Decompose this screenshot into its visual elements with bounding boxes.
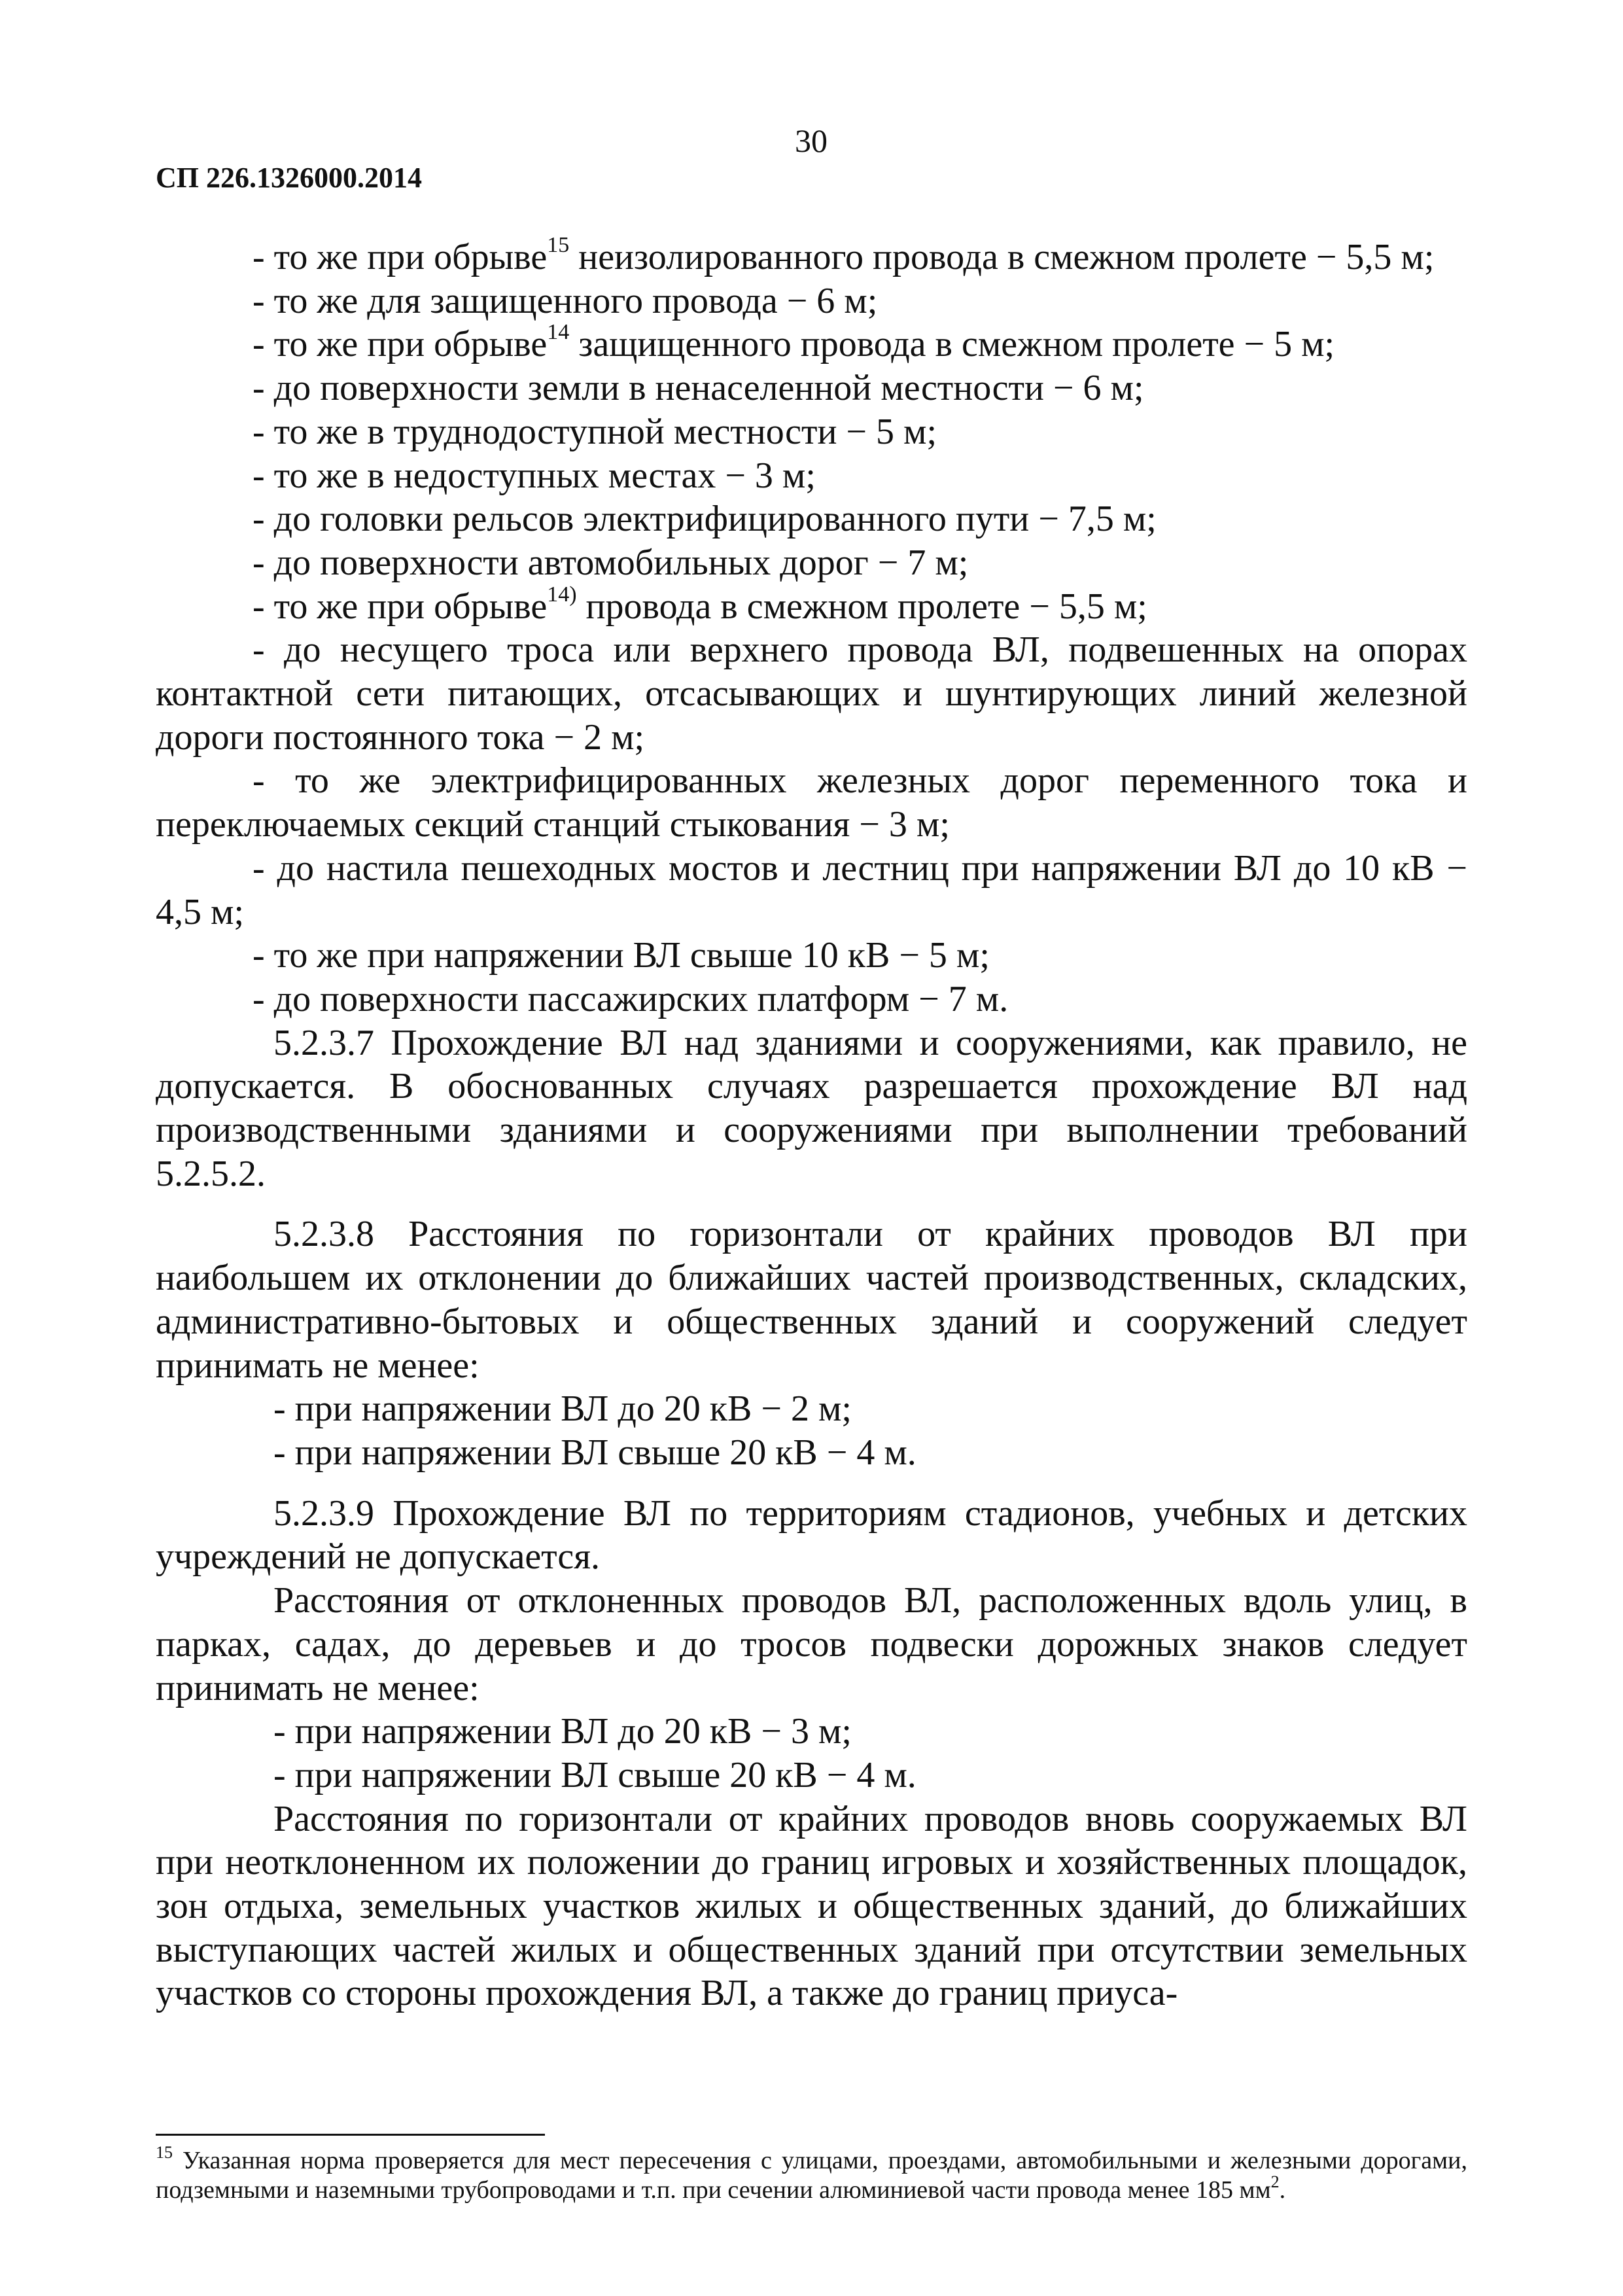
list-item: - до поверхности земли в ненаселенной местности − 6 м; [253,368,1144,409]
list-item: - то же при обрыве$^{15}$ неизолированного провода в смежном пролете − 5,5 м; [253,233,1435,277]
footnote: $^{15}$ Указанная норма проверяется для мест пересечения с улицами, проездами, автомобильными и железными дорогами, подземными и наземными трубопроводами и т.п. при сечении алюминиевой части провода менее 185 $мм^2$. [156,2143,1467,2204]
footnote-separator [156,2134,545,2136]
footnote-ref[interactable]: 14) [547,582,577,607]
paragraph: Расстояния по горизонтали от крайних проводов вновь сооружаемых ВЛ при неотклоненном их положении до границ игровых и хозяйственных площадок, зон отдыха, земельных участков жилых и общественных зданий, до ближайших выступающих частей жилых и общественных зданий при отсутствии земельных участков со стороны прохождения ВЛ, а также до границ приуса- [156,1798,1467,2014]
list-item: - при напряжении ВЛ до 20 кВ − 3 м; [273,1711,852,1752]
list-item: - то же в труднодоступной местности − 5 м; [253,411,937,452]
list-item: - то же в недоступных местах − 3 м; [253,455,816,496]
list-item: - до поверхности пассажирских платформ − 7 м. [253,978,1009,1019]
clause-5-2-3-9: 5.2.3.9 Прохождение ВЛ по территориям стадионов, учебных и детских учреждений не допускается. [156,1492,1467,1578]
list-item: - при напряжении ВЛ свыше 20 кВ − 4 м. [273,1754,916,1795]
list-item: - до головки рельсов электрифицированного пути − 7,5 м; [253,499,1157,540]
list-item: - до настила пешеходных мостов и лестниц при напряжении ВЛ до 10 кВ − 4,5 м; [156,847,1467,932]
footnote-ref[interactable]: 14 [547,320,570,345]
list-item: - до поверхности автомобильных дорог − 7 м; [253,542,969,583]
list-item: - то же при напряжении ВЛ свыше 10 кВ − 5 м; [253,935,990,976]
list-item: - то же при обрыве$^{14}$ защищенного провода в смежном пролете − 5 м; [253,320,1335,365]
list-item: - то же электрифицированных железных дорог переменного тока и переключаемых секций станций стыкования − 3 м; [156,760,1467,845]
clause-5-2-3-7: 5.2.3.7 Прохождение ВЛ над зданиями и сооружениями, как правило, не допускается. В обоснованных случаях разрешается прохождение ВЛ над производственными зданиями и сооружениями при выполнении требований 5.2.5.2. [156,1022,1467,1194]
list-item: - до несущего троса или верхнего провода ВЛ, подвешенных на опорах контактной сети питающих, отсасывающих и шунтирующих линий железной дороги постоянного тока − 2 м; [156,629,1467,758]
footnote-text: Указанная норма проверяется для мест пересечения с улицами, проездами, автомобильными и железными дорогами, подземными и наземными трубопроводами и т.п. при сечении алюминиевой части провода менее 185 мм [156,2147,1467,2204]
unit-superscript: 2 [1270,2172,1280,2191]
list-item: - при напряжении ВЛ свыше 20 кВ − 4 м. [273,1432,916,1473]
list-item: - то же при обрыве$^{14)}$ провода в смежном пролете − 5,5 м; [253,582,1147,627]
page-number: 30 [795,122,828,159]
document-code: СП 226.1326000.2014 [156,162,422,194]
footnote-mark: 15 [156,2143,173,2162]
clause-5-2-3-8: 5.2.3.8 Расстояния по горизонтали от крайних проводов ВЛ при наибольшем их отклонении до ближайших частей производственных, складских, административно-бытовых и общественных зданий и сооружений следует принимать не менее: [156,1214,1467,1386]
footnote-ref[interactable]: 15 [547,233,570,257]
body-text [156,233,1467,2015]
paragraph: Расстояния от отклоненных проводов ВЛ, расположенных вдоль улиц, в парках, садах, до деревьев и до тросов подвески дорожных знаков следует принимать не менее: [156,1580,1467,1708]
list-item: - то же для защищенного провода − 6 м; [253,280,878,321]
list-item: - при напряжении ВЛ до 20 кВ − 2 м; [273,1388,852,1430]
